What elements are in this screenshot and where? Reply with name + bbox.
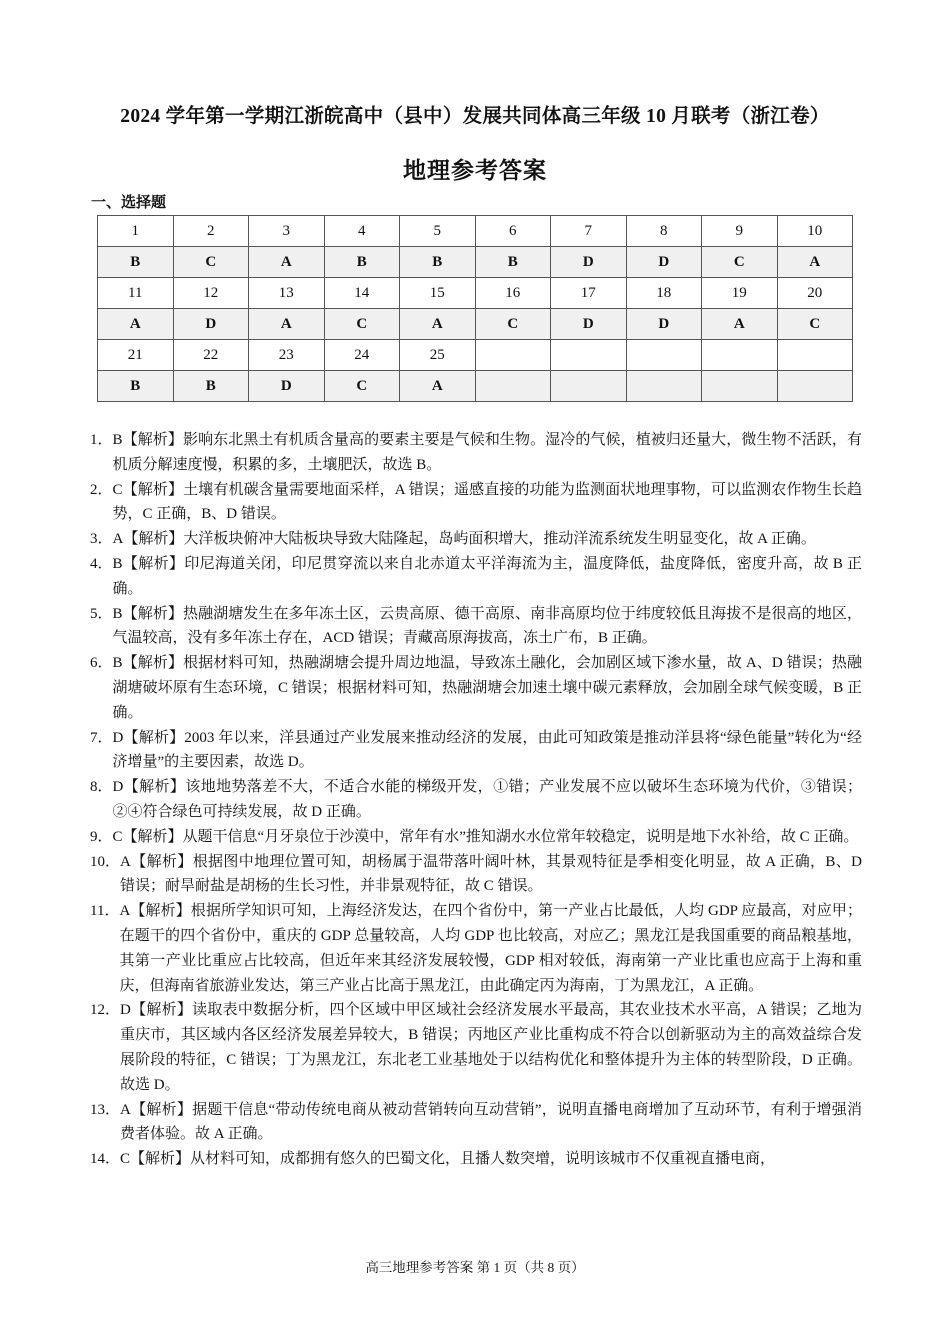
- analysis-tag: 【解析】: [122, 555, 185, 572]
- analysis-tag: 【解析】: [122, 828, 183, 845]
- question-number-cell: 22: [173, 340, 249, 371]
- answer-cell: A: [777, 247, 853, 278]
- analysis-number: 4．: [90, 555, 113, 572]
- question-number-cell: 20: [777, 278, 853, 309]
- question-number-cell: 19: [702, 278, 778, 309]
- answer-cell: B: [98, 371, 174, 402]
- answer-row: [98, 309, 853, 340]
- answer-cell: A: [249, 309, 325, 340]
- analysis-text: 从题干信息“月牙泉位于沙漠中，常年有水”推知湖水水位常年较稳定，说明是地下水补给，故 C 正确。: [182, 828, 859, 845]
- question-number-cell: 2: [173, 216, 249, 247]
- answer-cell: D: [173, 309, 249, 340]
- analysis-body: [120, 1147, 862, 1172]
- analysis-text: 根据所学知识可知，上海经济发达，在四个省份中，第一产业占比最低，人均 GDP 应最高，对应甲；在题干的四个省份中，重庆的 GDP 总量较高，人均 GDP 也比较高，对应乙；黑龙江是我国重要的商品粮基地，其第一产业比重应占比较高，但近年来其经济发展较慢，GDP 相对较低，海南第一产业比重也应高于上海和重庆，但海南省旅游业发达，第三产业占比高于黑龙江，由此确定丙为海南，丁为黑龙江，A 正确。: [119, 903, 862, 994]
- analysis-answer: D: [112, 779, 124, 796]
- analysis-answer: C: [112, 481, 123, 498]
- analysis-item: [90, 1147, 862, 1172]
- answer-cell: C: [324, 309, 400, 340]
- analysis-number: 13．: [90, 1101, 121, 1118]
- analysis-tag: 【解析】: [123, 779, 186, 796]
- analysis-tag: 【解析】: [122, 655, 184, 672]
- analysis-text: 该地地势落差不大，不适合水能的梯级开发，①错；产业发展不应以破坏生态环境为代价，③错误；②④符合绿色可持续发展，故 D 正确。: [112, 779, 862, 820]
- analysis-body: [120, 998, 862, 1097]
- answer-row: [98, 371, 853, 402]
- answer-cell: A: [98, 309, 174, 340]
- document-subtitle: 地理参考答案: [403, 158, 547, 183]
- question-number-cell: [626, 340, 702, 371]
- question-number-cell: 21: [98, 340, 174, 371]
- analysis-answer: C: [112, 828, 123, 845]
- analysis-body: [113, 428, 862, 478]
- answer-cell: A: [400, 309, 476, 340]
- answer-cell: A: [249, 247, 325, 278]
- analysis-body: [120, 1098, 862, 1148]
- question-number-cell: 10: [777, 216, 853, 247]
- answer-cell: B: [324, 247, 400, 278]
- answer-cell: D: [249, 371, 325, 402]
- analysis-tag: 【解析】: [123, 729, 185, 746]
- analysis-body: [113, 527, 862, 552]
- analysis-number: 3．: [90, 531, 113, 548]
- analysis-answer: D: [112, 729, 124, 746]
- answer-cell: B: [98, 247, 174, 278]
- analysis-tag: 【解析】: [123, 531, 184, 548]
- analysis-text: 印尼海道关闭，印尼贯穿流以来自北赤道太平洋海流为主，温度降低，盐度降低，密度升高，故 B 正确。: [112, 555, 862, 597]
- analysis-number: 10．: [90, 853, 121, 870]
- question-number-cell: 8: [626, 216, 702, 247]
- analysis-body: [113, 478, 862, 528]
- analysis-number: 11．: [90, 903, 120, 920]
- analysis-item: [90, 899, 862, 998]
- analysis-item: [90, 602, 862, 652]
- question-number-cell: [702, 340, 778, 371]
- analysis-number: 9．: [90, 828, 113, 845]
- question-number-cell: 15: [400, 278, 476, 309]
- analysis-text: 大洋板块俯冲大陆板块导致大陆隆起，岛屿面积增大，推动洋流系统发生明显变化，故 A 正确。: [183, 531, 816, 548]
- analysis-answer: A: [120, 1101, 131, 1118]
- analysis-number: 8．: [90, 779, 113, 796]
- question-number-cell: 6: [475, 216, 551, 247]
- analysis-number: 2．: [90, 481, 113, 498]
- analysis-text: 据题干信息“带动传统电商从被动营销转向互动营销”，说明直播电商增加了互动环节，有利于增强消费者体验。故 A 正确。: [120, 1101, 862, 1143]
- analysis-text: 根据材料可知，热融湖塘会提升周边地温，导致冻土融化，会加剧区域下渗水量，故 A、D 错误；热融湖塘破坏原有生态环境，C 错误；根据材料可知，热融湖塘会加速土壤中碳元素释放，会加剧全球气候变暖，B 正确。: [112, 655, 862, 721]
- analysis-item: [90, 850, 862, 900]
- analysis-list: [90, 428, 862, 1172]
- analysis-number: 14．: [90, 1151, 121, 1168]
- analysis-number: 5．: [90, 605, 113, 622]
- analysis-item: [90, 726, 862, 776]
- question-number-cell: 17: [551, 278, 627, 309]
- analysis-text: 从材料可知，成都拥有悠久的巴蜀文化，且播人数突增，说明该城市不仅重视直播电商，: [190, 1151, 776, 1168]
- analysis-answer: D: [120, 1002, 131, 1019]
- analysis-text: 影响东北黑土有机质含量高的要素主要是气候和生物。湿冷的气候，植被归还量大，微生物不活跃，有机质分解速度慢，积累的多，土壤肥沃，故选 B。: [112, 432, 862, 473]
- analysis-text: 根据图中地理位置可知，胡杨属于温带落叶阔叶林，其景观特征是季相变化明显，故 A 正确，B、D 错误；耐旱耐盐是胡杨的生长习性，并非景观特征，故 C 错误。: [120, 853, 862, 895]
- answer-cell: B: [173, 371, 249, 402]
- question-number-cell: 13: [249, 278, 325, 309]
- analysis-answer: A: [120, 853, 131, 870]
- answer-cell: D: [626, 309, 702, 340]
- analysis-body: [113, 552, 862, 602]
- analysis-answer: B: [112, 555, 123, 572]
- answer-cell: [702, 371, 778, 402]
- answer-cell: B: [400, 247, 476, 278]
- question-number-cell: 4: [324, 216, 400, 247]
- analysis-text: 热融湖塘发生在多年冻土区，云贵高原、德干高原、南非高原均位于纬度较低且海拔不是很高的地区，气温较高，没有多年冻土存在，ACD 错误；青藏高原海拔高，冻土广布，B 正确。: [112, 605, 862, 647]
- analysis-body: [120, 850, 862, 900]
- question-number-cell: 23: [249, 340, 325, 371]
- analysis-item: [90, 552, 862, 602]
- analysis-item: [90, 775, 862, 825]
- analysis-text: 2003 年以来，洋县通过产业发展来推动经济的发展，由此可知政策是推动洋县将“绿色能量”转化为“经济增量”的主要因素，故选 D。: [112, 729, 862, 771]
- analysis-item: [90, 478, 862, 528]
- question-number-cell: [475, 340, 551, 371]
- question-number-cell: [777, 340, 853, 371]
- analysis-text: 读取表中数据分析，四个区域中甲区域社会经济发展水平最高，其农业技术水平高，A 错误；乙地为重庆市，其区域内各区经济发展差异较大，B 错误；丙地区产业比重构成不符合以创新驱动为主的高效益综合发展阶段的特征，C 错误；丁为黑龙江，东北老工业基地处于以结构优化和整体提升为主体的转型阶段，D 正确。故选 D。: [120, 1002, 862, 1093]
- analysis-item: [90, 998, 862, 1097]
- analysis-number: 7．: [90, 729, 113, 746]
- answer-cell: C: [324, 371, 400, 402]
- analysis-item: [90, 825, 862, 850]
- analysis-text: 土壤有机碳含量需要地面采样，A 错误；遥感直接的功能为监测面状地理事物，可以监测农作物生长趋势，C 正确，B、D 错误。: [112, 481, 862, 523]
- analysis-answer: A: [112, 531, 124, 548]
- analysis-number: 6．: [90, 655, 113, 672]
- analysis-item: [90, 527, 862, 552]
- answer-cell: A: [702, 309, 778, 340]
- analysis-body: [113, 825, 862, 850]
- answer-cell: [777, 371, 853, 402]
- analysis-body: [119, 899, 862, 998]
- question-number-cell: 16: [475, 278, 551, 309]
- analysis-tag: 【解析】: [122, 605, 183, 622]
- answer-cell: D: [551, 247, 627, 278]
- analysis-tag: 【解析】: [122, 432, 183, 448]
- analysis-item: [90, 428, 862, 478]
- question-number-cell: 18: [626, 278, 702, 309]
- analysis-tag: 【解析】: [130, 903, 191, 920]
- document-title: 2024 学年第一学期江浙皖高中（县中）发展共同体高三年级 10 月联考（浙江卷）: [120, 106, 830, 127]
- question-number-cell: 11: [98, 278, 174, 309]
- question-number-cell: 5: [400, 216, 476, 247]
- analysis-body: [113, 602, 862, 652]
- analysis-answer: C: [120, 1151, 131, 1168]
- analysis-number: 12．: [90, 1002, 121, 1019]
- answer-cell: C: [777, 309, 853, 340]
- question-number-cell: 1: [98, 216, 174, 247]
- analysis-body: [113, 726, 862, 776]
- analysis-answer: A: [119, 903, 131, 920]
- section-heading-choice: 一、选择题: [91, 195, 167, 211]
- page-footer: 高三地理参考答案 第 1 页（共 8 页）: [365, 1260, 585, 1275]
- question-number-cell: [551, 340, 627, 371]
- answer-cell: D: [626, 247, 702, 278]
- analysis-answer: B: [112, 605, 123, 622]
- analysis-answer: B: [112, 655, 123, 672]
- question-number-cell: 9: [702, 216, 778, 247]
- answer-cell: C: [173, 247, 249, 278]
- question-number-row: [98, 340, 853, 371]
- question-number-cell: 3: [249, 216, 325, 247]
- question-number-cell: 7: [551, 216, 627, 247]
- question-number-cell: 14: [324, 278, 400, 309]
- answer-cell: C: [702, 247, 778, 278]
- analysis-tag: 【解析】: [130, 1101, 193, 1118]
- analysis-item: [90, 1098, 862, 1148]
- analysis-body: [113, 651, 862, 725]
- question-number-cell: 25: [400, 340, 476, 371]
- analysis-tag: 【解析】: [130, 1002, 193, 1019]
- analysis-tag: 【解析】: [130, 1151, 191, 1168]
- answer-cell: [626, 371, 702, 402]
- answer-cell: C: [475, 309, 551, 340]
- analysis-tag: 【解析】: [130, 853, 193, 870]
- answer-cell: B: [475, 247, 551, 278]
- question-number-cell: 12: [173, 278, 249, 309]
- question-number-row: [98, 278, 853, 309]
- answer-row: [98, 247, 853, 278]
- question-number-row: [98, 216, 853, 247]
- analysis-body: [113, 775, 862, 825]
- answer-cell: [475, 371, 551, 402]
- analysis-item: [90, 651, 862, 725]
- analysis-answer: B: [112, 432, 123, 448]
- question-number-cell: 24: [324, 340, 400, 371]
- answer-cell: [551, 371, 627, 402]
- analysis-tag: 【解析】: [122, 481, 184, 498]
- answer-cell: D: [551, 309, 627, 340]
- answer-table: [97, 215, 853, 402]
- answer-cell: A: [400, 371, 476, 402]
- analysis-number: 1．: [90, 432, 113, 448]
